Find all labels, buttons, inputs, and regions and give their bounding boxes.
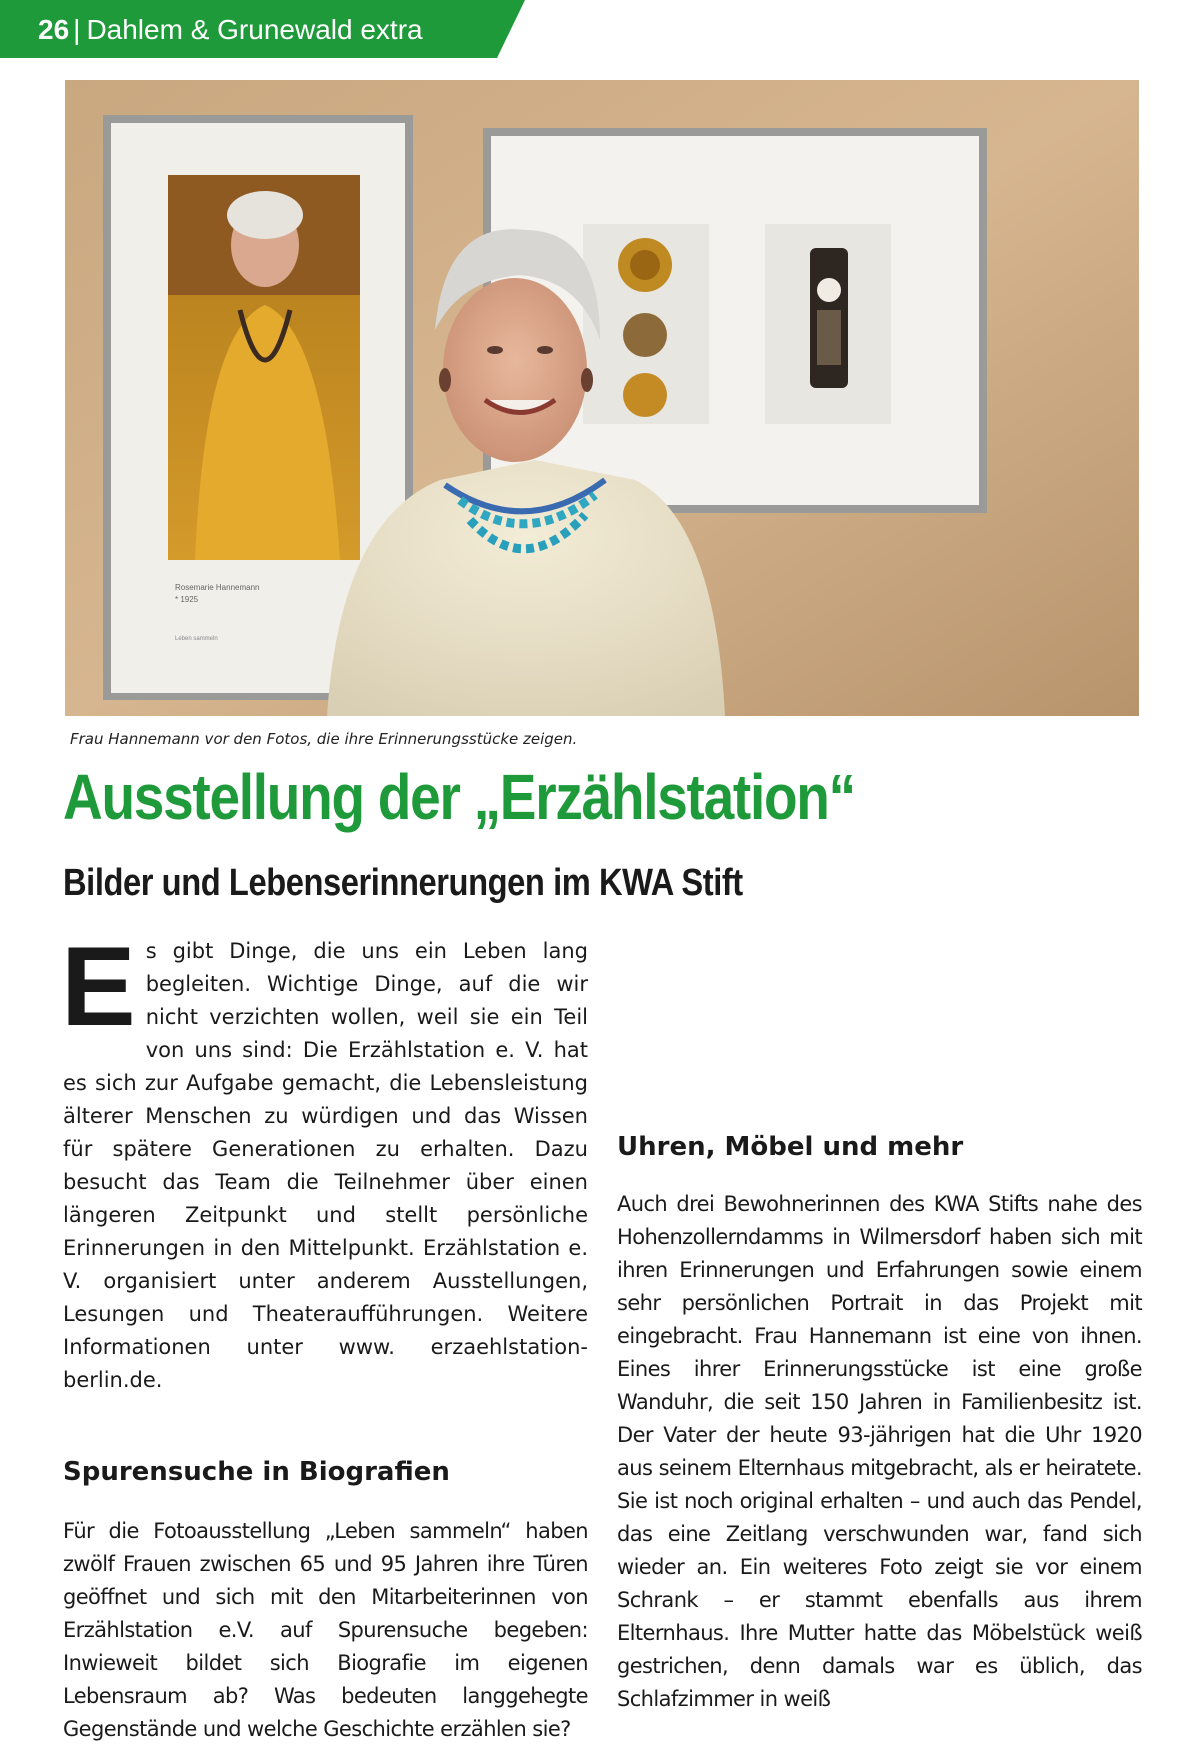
photo-caption: Frau Hannemann vor den Fotos, die ihre Erinnerungsstücke zeigen.: [70, 730, 578, 748]
photo-portrait-woman-gallery: [65, 80, 1139, 716]
drop-cap: E: [61, 924, 136, 1049]
section-heading-uhren: Uhren, Möbel und mehr: [617, 1132, 964, 1162]
article-column-right: [617, 935, 1142, 1716]
svg-text:Rosemarie Hannemann: Rosemarie Hannemann: [175, 583, 260, 592]
intro-paragraph: [61, 924, 588, 1397]
article-title: Ausstellung der „Erzählstation“: [63, 761, 855, 833]
article-photo: [65, 80, 1139, 716]
intro-text: s gibt Dinge, die uns ein Leben lang begleiten. Wichtige Dinge, auf die wir nicht verzichten wollen, weil sie ein Teil von uns sind: Die Erzählstation e. V. hat es sich zur Aufgabe gemacht, die Lebensleistung älterer Menschen zu würdigen und das Wissen für spätere Generationen zu erhalten. Dazu besucht das Team die Teilnehmer über einen längeren Zeitpunkt und stellt persönliche Erinnerungen in den Mittelpunkt. Erzählstation e. V. organisiert unter anderem Ausstellungen, Lesungen und Theateraufführungen. Weitere Informationen unter www. erzaehlstation-berlin.de.: [63, 939, 588, 1392]
section-title: Dahlem & Grunewald extra: [86, 14, 423, 45]
header-separator: |: [73, 14, 81, 45]
article-column-left: [61, 924, 588, 1746]
section-text-uhren: Auch drei Bewohnerinnen des KWA Stifts nahe des Hohenzollerndamms in Wilmersdorf haben sich mit ihren Erinnerungen und Erfahrungen sowie einem sehr persönlichen Portrait in das Projekt mit eingebracht. Frau Hannemann ist eine von ihnen. Eines ihrer Erinnerungsstücke ist eine große Wanduhr, die seit 150 Jahren in Familienbesitz ist. Der Vater der heute 93-jährigen hat die Uhr 1920 aus seinem Elternhaus mitgebracht, als er heiratete. Sie ist noch original erhalten – und auch das Pendel, das eine Zeitlang verschwunden war, fand sich wieder an. Ein weiteres Foto zeigt sie vor einem Schrank – er stammt ebenfalls aus ihrem Elternhaus. Ihre Mutter hatte das Möbelstück weiß gestrichen, denn damals war es üblich, das Schlafzimmer in weiß: [617, 1192, 1142, 1711]
section-header-bar: [0, 0, 525, 58]
svg-text:* 1925: * 1925: [175, 595, 199, 604]
svg-text:Leben sammeln: Leben sammeln: [175, 636, 218, 642]
page-number: 26: [38, 14, 70, 45]
header-label: [38, 14, 423, 46]
section-heading-spurensuche: Spurensuche in Biografien: [63, 1457, 450, 1487]
section-text-spurensuche: Für die Fotoausstellung „Leben sammeln“ haben zwölf Frauen zwischen 65 und 95 Jahren ihre Türen geöffnet und sich mit den Mitarbeiterinnen von Erzählstation e.V. auf Spurensuche begeben: Inwieweit bildet sich Biografie im eigenen Lebensraum ab? Was bedeuten langgehegte Gegenstände und welche Geschichte erzählen sie?: [63, 1519, 588, 1741]
article-subtitle: Bilder und Lebenserinnerungen im KWA Stift: [63, 862, 743, 904]
